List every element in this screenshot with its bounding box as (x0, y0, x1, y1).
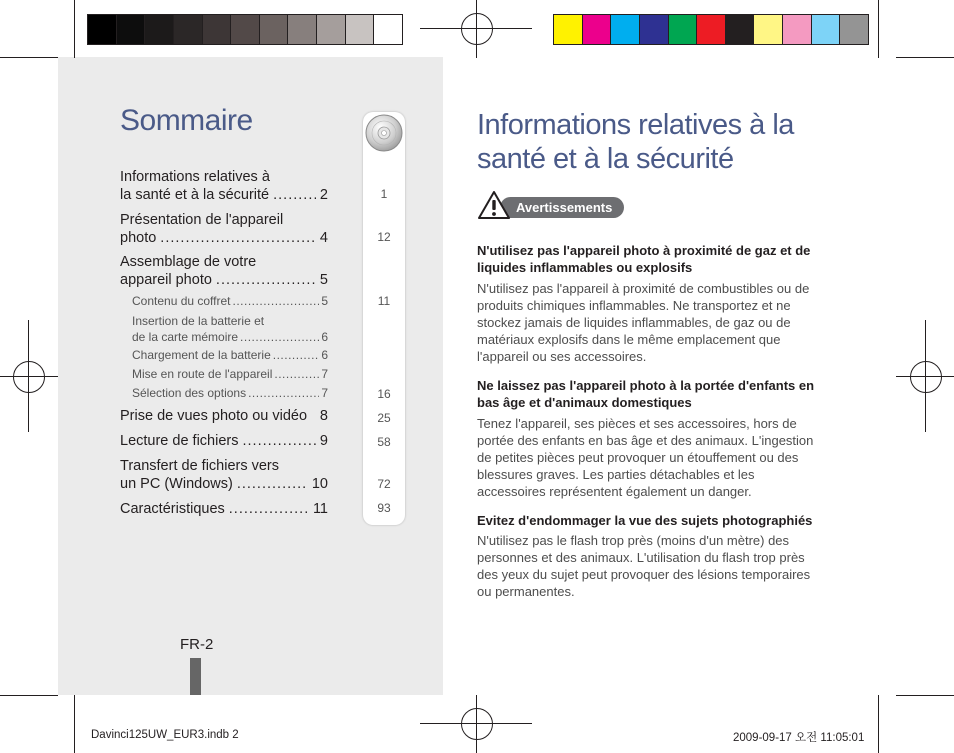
grayscale-calibration-bar (87, 14, 403, 45)
crop-line (0, 695, 58, 696)
color-swatch (174, 15, 203, 44)
dot-leader (216, 271, 316, 289)
dot-leader (237, 475, 308, 493)
page-tab-marker (190, 658, 201, 695)
toc-subentry-text: Chargement de la batterie (132, 348, 271, 362)
toc-page-number: 5 (319, 272, 328, 288)
toc-page-number: 11 (312, 501, 328, 517)
crop-line (878, 695, 879, 753)
warning-body: N'utilisez pas le flash trop près (moins d'un mètre) des personnes et des animaux. L'utilisation du flash trop près des yeux du sujet peut provoquer des lésions temporaires ou permanentes. (477, 533, 811, 599)
chapter-column (363, 112, 405, 525)
crop-line (420, 28, 532, 29)
toc-page-number: 9 (319, 433, 328, 449)
registration-mark (461, 13, 493, 45)
toc-page-number: 4 (319, 230, 328, 246)
file-slug: Davinci125UW_EUR3.indb 2 (91, 729, 239, 741)
toc-page-number: 6 (321, 348, 328, 362)
color-swatch (554, 15, 583, 44)
toc-entry[interactable] (120, 168, 328, 204)
dot-leader (229, 500, 309, 518)
toc-entry[interactable] (120, 457, 328, 493)
dot-leader (160, 229, 316, 247)
toc-subentry-text: Contenu du coffret (132, 294, 231, 308)
crop-line (896, 376, 954, 377)
toc-page-number: 10 (311, 476, 328, 492)
toc-subentry-text: Sélection des options (132, 386, 247, 400)
chapter-number: 1 (380, 187, 388, 201)
color-swatch (231, 15, 260, 44)
color-swatch (117, 15, 146, 44)
crop-line (74, 695, 75, 753)
color-swatch (260, 15, 289, 44)
date-slug: 2009-09-17 오전 11:05:01 (733, 732, 865, 744)
chapter-number: 16 (377, 387, 391, 401)
page-title: Sommaire (120, 104, 253, 137)
toc-page-number: 7 (321, 386, 328, 400)
color-swatch (812, 15, 841, 44)
color-swatch (288, 15, 317, 44)
color-swatch (145, 15, 174, 44)
dot-leader (248, 385, 319, 401)
chapter-number: 25 (377, 411, 391, 425)
dot-leader (242, 432, 315, 450)
crop-line (0, 57, 58, 58)
toc-entry[interactable] (120, 432, 328, 450)
dot-leader (240, 329, 319, 345)
warning-heading: N'utilisez pas l'appareil photo à proximité de gaz et de liquides inflammables ou explosifs (477, 243, 811, 275)
crop-line (476, 695, 477, 753)
color-swatch (611, 15, 640, 44)
color-swatch (317, 15, 346, 44)
color-swatch (583, 15, 612, 44)
toc-entry[interactable] (120, 253, 328, 289)
color-swatch (840, 15, 868, 44)
chapter-number: 72 (377, 477, 391, 491)
toc-entry[interactable] (120, 211, 328, 247)
toc-subentry-text: Insertion de la batterie et (132, 314, 265, 328)
toc-subentry[interactable] (132, 366, 328, 382)
color-swatch (669, 15, 698, 44)
warning-heading: Ne laissez pas l'appareil photo à la portée d'enfants en bas âge et d'animaux domestiques (477, 378, 815, 410)
crop-line (896, 57, 954, 58)
toc-entry-text: Informations relatives à (120, 169, 270, 185)
toc-entry-text: Transfert de fichiers vers (120, 458, 280, 474)
page-number: FR-2 (180, 636, 214, 653)
toc-page-number: 8 (319, 408, 328, 424)
color-swatch (754, 15, 783, 44)
warning-triangle-icon (477, 190, 511, 220)
dot-leader (273, 347, 320, 363)
dot-leader (274, 366, 319, 382)
crop-line (476, 0, 477, 58)
color-swatch (346, 15, 375, 44)
color-swatch (726, 15, 755, 44)
toc-entry-text: la santé et à la sécurité (120, 187, 270, 203)
toc-subentry-text: de la carte mémoire (132, 330, 239, 344)
toc-entry-text: Présentation de l'appareil (120, 212, 284, 228)
registration-mark (461, 708, 493, 740)
color-swatch (640, 15, 669, 44)
toc-page-number: 7 (321, 367, 328, 381)
dot-leader (233, 293, 320, 309)
crop-line (0, 376, 58, 377)
toc-page-number: 2 (319, 187, 328, 203)
chapter-number: 93 (377, 501, 391, 515)
section-title: Informations relatives à la santé et à la sécurité (477, 109, 794, 175)
color-swatch (88, 15, 117, 44)
color-calibration-bar (553, 14, 869, 45)
warnings-badge (500, 197, 624, 218)
dot-leader (273, 186, 316, 204)
registration-mark (13, 361, 45, 393)
color-swatch (697, 15, 726, 44)
toc-subentry[interactable] (132, 347, 328, 363)
color-swatch (374, 15, 402, 44)
toc-entry-text: Lecture de fichiers (120, 433, 239, 449)
toc-entry-text: Caractéristiques (120, 501, 225, 517)
toc-entry-text: appareil photo (120, 272, 212, 288)
color-swatch (203, 15, 232, 44)
color-swatch (783, 15, 812, 44)
warning-body: Tenez l'appareil, ses pièces et ses accessoires, hors de portée des enfants en bas âge et des animaux. L'ingestion de petites pièces peut provoquer un étouffement ou des blessures graves. Les parties détachables et les accessoires représentent également un danger. (477, 416, 814, 499)
toc-subentry[interactable] (132, 293, 328, 309)
toc-entry-text: Prise de vues photo ou vidéo (120, 408, 308, 424)
toc-entry-text: un PC (Windows) (120, 476, 233, 492)
chapter-number: 11 (377, 294, 391, 308)
toc-entry[interactable] (120, 500, 328, 518)
badge-label: Avertissements (516, 200, 613, 215)
chapter-number: 12 (377, 230, 391, 244)
registration-mark (910, 361, 942, 393)
toc-entry-text: Assemblage de votre (120, 254, 257, 270)
crop-line (74, 0, 75, 58)
warning-heading: Evitez d'endommager la vue des sujets photographiés (477, 513, 813, 528)
toc-subentry[interactable] (132, 313, 328, 345)
toc-entry[interactable] (120, 407, 328, 425)
toc-page-number: 6 (321, 330, 328, 344)
disc-icon (365, 114, 403, 152)
toc-page-number: 5 (321, 294, 328, 308)
crop-line (878, 0, 879, 58)
crop-line (420, 723, 532, 724)
toc-subentry[interactable] (132, 385, 328, 401)
chapter-number: 58 (377, 435, 391, 449)
crop-line (896, 695, 954, 696)
warning-body: N'utilisez pas l'appareil à proximité de combustibles ou de produits chimiques inflammables. Ne transportez et ne stockez jamais de liquides inflammables, de gaz ou de matériaux explosifs dans le même emplacement que l'appareil ou ses accessoires. (477, 281, 810, 364)
toc-entry-text: photo (120, 230, 157, 246)
toc-subentry-text: Mise en route de l'appareil (132, 367, 273, 381)
